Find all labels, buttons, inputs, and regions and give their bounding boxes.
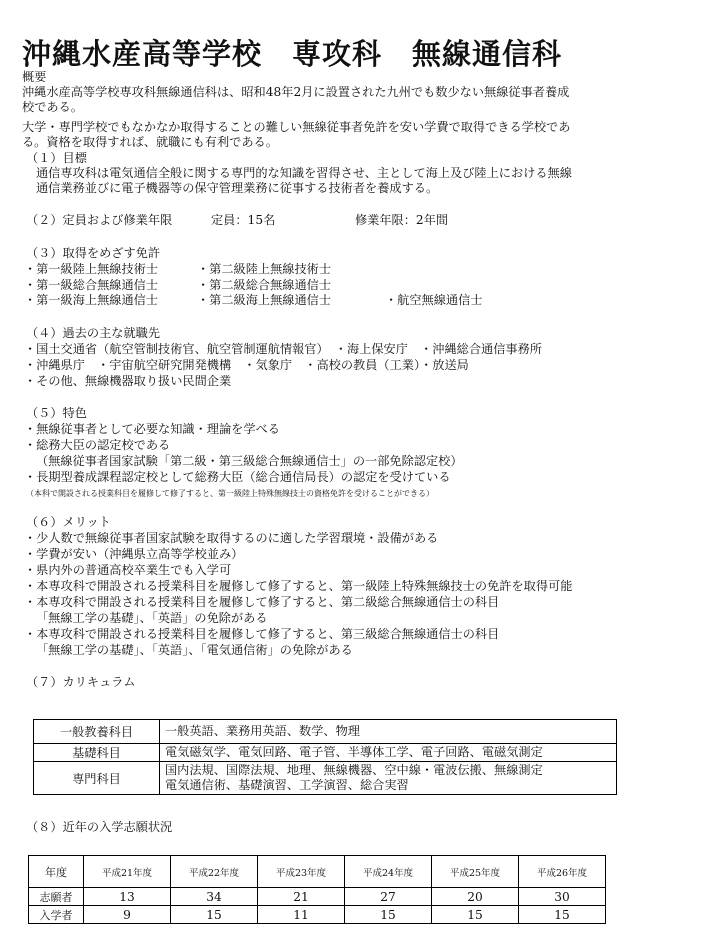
license-item: ・第二級総合無線通信士 — [197, 278, 332, 292]
table-cell: 11 — [258, 906, 345, 924]
table-cell: 15 — [519, 906, 606, 924]
merit-line: ・本専攻科で開設される授業科目を履修して修了すると、第三級総合無線通信士の科目 — [24, 627, 500, 641]
table-cell: 15 — [432, 906, 519, 924]
curriculum-subjects — [160, 762, 617, 795]
curriculum-subject-line: 電気通信術、基礎演習、工学演習、総合実習 — [165, 778, 409, 792]
merit-line: ・少人数で無線従事者国家試験を取得するのに適した学習環境・設備がある — [24, 531, 439, 545]
table-cell: 15 — [171, 906, 258, 924]
table-header-cell: 年度 — [29, 856, 84, 888]
table-cell: 20 — [432, 888, 519, 906]
license-item: ・第一級海上無線通信士 — [24, 293, 159, 307]
merit-line: ・本専攻科で開設される授業科目を履修して修了すると、第一級陸上特殊無線技士の免許を取得可能 — [24, 579, 573, 593]
row-label: 志願者 — [29, 888, 84, 906]
curriculum-subjects — [160, 744, 617, 762]
overview-line: る。資格を取得すれば、就職にも有利である。 — [22, 135, 278, 149]
feature-line: ・長期型養成課程認定校として総務大臣（総合通信局長）の認定を受けている — [24, 470, 451, 484]
goal-line: 通信業務並びに電子機器等の保守管理業務に従事する技術者を養成する。 — [36, 181, 439, 195]
table-row — [34, 762, 617, 795]
table-row — [29, 906, 606, 924]
license-item: ・航空無線通信士 — [385, 293, 483, 307]
row-label: 入学者 — [29, 906, 84, 924]
license-item: ・第二級海上無線通信士 — [197, 293, 332, 307]
curriculum-category: 基礎科目 — [34, 744, 160, 762]
capacity-value: 定員：15名 — [211, 213, 276, 227]
overview-line: 校である。 — [22, 100, 83, 114]
overview-line: 沖縄水産高等学校専攻科無線通信科は、昭和48年2月に設置された九州でも数少ない無線従事者養成 — [22, 85, 570, 99]
section-heading-capacity: （２）定員および修業年限 — [26, 213, 173, 227]
feature-line: （無線従事者国家試験「第二級・第三級総合無線通信士」の一部免除認定校） — [36, 454, 463, 468]
duration-value: 修業年限：2年間 — [355, 213, 449, 227]
table-cell: 13 — [84, 888, 171, 906]
merit-line: 「無線工学の基礎」、「英語」の免除がある — [36, 611, 268, 625]
goal-line: 通信専攻科は電気通信全般に関する専門的な知識を習得させ、主として海上及び陸上における無線 — [36, 166, 572, 180]
curriculum-subjects — [160, 720, 617, 744]
table-cell: 21 — [258, 888, 345, 906]
overview-heading: 概要 — [22, 70, 47, 84]
table-cell: 34 — [171, 888, 258, 906]
table-row — [29, 888, 606, 906]
table-row — [34, 720, 617, 744]
curriculum-subject-line: 電気磁気学、電気回路、電子管、半導体工学、電子回路、電磁気測定 — [165, 745, 543, 759]
section-heading-features: （５）特色 — [26, 406, 87, 420]
page-title: 沖縄水産高等学校 専攻科 無線通信科 — [22, 37, 563, 71]
table-header-cell: 平成23年度 — [258, 856, 345, 888]
admission-table — [28, 855, 606, 924]
overview-line: 大学・専門学校でもなかなか取得することの難しい無線従事者免許を安い学費で取得できる学校であ — [22, 120, 571, 134]
table-header-cell: 平成21年度 — [84, 856, 171, 888]
curriculum-subject-line: 国内法規、国際法規、地理、無線機器、空中線・電波伝搬、無線測定 — [165, 763, 543, 777]
table-header-cell: 平成25年度 — [432, 856, 519, 888]
section-heading-admission: （８）近年の入学志願状況 — [26, 820, 173, 834]
employment-line: ・沖縄県庁 ・宇宙航空研究開発機構 ・気象庁 ・高校の教員（工業）・放送局 — [24, 358, 469, 372]
feature-note: （本科で開設される授業科目を履修して修了すると、第一級陸上特殊無線技士の資格免許を受けることができる） — [26, 489, 434, 498]
table-cell: 9 — [84, 906, 171, 924]
section-heading-employment: （４）過去の主な就職先 — [26, 326, 161, 340]
table-cell: 30 — [519, 888, 606, 906]
section-heading-curriculum: （７）カリキュラム — [26, 675, 136, 689]
merit-line: 「無線工学の基礎」、「英語」、「電気通信術」の免除がある — [36, 643, 353, 657]
merit-line: ・本専攻科で開設される授業科目を履修して修了すると、第二級総合無線通信士の科目 — [24, 595, 500, 609]
feature-line: ・総務大臣の認定校である — [24, 438, 171, 452]
table-header-cell: 平成22年度 — [171, 856, 258, 888]
curriculum-category: 専門科目 — [34, 762, 160, 795]
table-cell: 27 — [345, 888, 432, 906]
curriculum-category: 一般教養科目 — [34, 720, 160, 744]
table-row — [34, 744, 617, 762]
curriculum-table — [33, 719, 617, 795]
license-item: ・第二級陸上無線技術士 — [197, 262, 332, 276]
table-row — [29, 856, 606, 888]
curriculum-subject-line: 一般英語、業務用英語、数学、物理 — [165, 724, 360, 738]
merit-line: ・学費が安い（沖縄県立高等学校並み） — [24, 547, 244, 561]
employment-line: ・その他、無線機器取り扱い民間企業 — [24, 374, 232, 388]
license-item: ・第一級総合無線通信士 — [24, 278, 159, 292]
section-heading-goal: （１）目標 — [26, 151, 87, 165]
table-header-cell: 平成26年度 — [519, 856, 606, 888]
feature-line: ・無線従事者として必要な知識・理論を学べる — [24, 422, 280, 436]
table-header-cell: 平成24年度 — [345, 856, 432, 888]
employment-line: ・国土交通省（航空管制技術官、航空管制運航情報官） ・海上保安庁 ・沖縄総合通信事務所 — [24, 342, 542, 356]
table-cell: 15 — [345, 906, 432, 924]
section-heading-licenses: （３）取得をめざす免許 — [26, 246, 161, 260]
section-heading-merits: （６）メリット — [26, 515, 111, 529]
license-item: ・第一級陸上無線技術士 — [24, 262, 159, 276]
merit-line: ・県内外の普通高校卒業生でも入学可 — [24, 563, 232, 577]
